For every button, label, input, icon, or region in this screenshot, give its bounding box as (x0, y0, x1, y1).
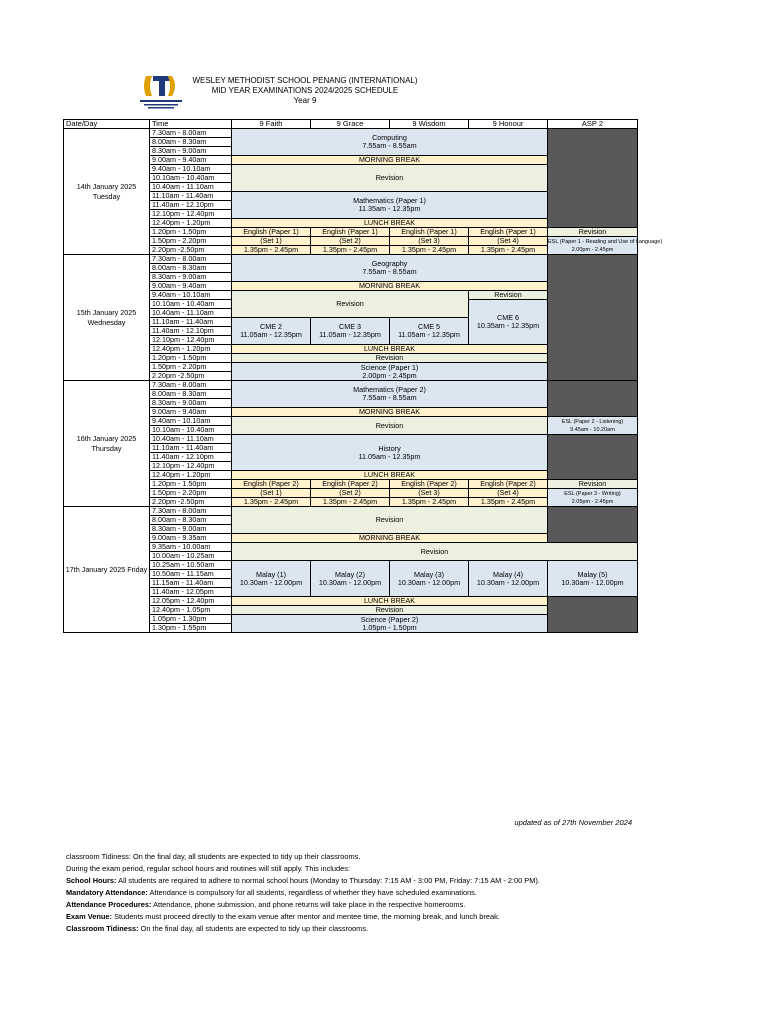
exam-time: 10.30am - 12.00pm (561, 577, 624, 587)
note-text: On the final day, all students are expected to tidy up their classrooms. (138, 924, 369, 933)
exam-time: 2.00pm - 2.45pm (362, 370, 417, 380)
exam-time-cell: 1.35pm - 2.45pm (232, 246, 311, 255)
exam-time: 10.30am - 12.00pm (397, 577, 461, 587)
exam-schedule-table (63, 119, 663, 633)
header-asp-2: ASP 2 (548, 120, 638, 129)
exam-cell (548, 237, 663, 255)
time-cell: 12.05pm - 12.40pm (150, 597, 232, 606)
note-line (66, 887, 540, 899)
exam-time: 10.35am - 12.35pm (476, 321, 540, 330)
break-cell: LUNCH BREAK (232, 471, 548, 480)
year-label: Year 9 (293, 96, 317, 105)
exam-set-cell: (Set 1) (232, 489, 311, 498)
time-cell: 2.20pm -2.50pm (150, 498, 232, 507)
header-date-day: Date/Day (64, 120, 150, 129)
time-cell: 12.40pm - 1.20pm (150, 345, 232, 354)
note-text: All students are required to adhere to normal school hours (Monday to Thursday: 7:15 AM - 3:00 PM, Friday: 7:15 AM - 2:00 PM). (116, 876, 540, 885)
time-cell: 11.10am - 11.40am (150, 192, 232, 201)
exam-cell (232, 381, 548, 408)
exam-name: CME 3 (339, 322, 361, 331)
exam-cell (311, 318, 390, 345)
exam-cell (232, 561, 311, 597)
exam-name: ESL (Paper 1 - Reading and Use of Language) (548, 238, 663, 245)
note-line (66, 911, 540, 923)
day-cell: 17th January 2025 Friday (64, 507, 150, 633)
exam-time: 2.05pm - 2.45pm (571, 498, 614, 505)
exam-cell (548, 561, 638, 597)
exam-notes (66, 851, 540, 935)
time-cell: 1.20pm - 1.50pm (150, 354, 232, 363)
exam-time: 11.05am - 12.35pm (358, 451, 421, 461)
time-cell: 2.20pm -2.50pm (150, 372, 232, 381)
header-time: Time (150, 120, 232, 129)
exam-title-cell: English (Paper 1) (232, 228, 311, 237)
time-cell: 11.10am - 11.40am (150, 444, 232, 453)
time-cell: 1.20pm - 1.50pm (150, 228, 232, 237)
exam-name: Science (Paper 1) (360, 362, 419, 372)
exam-cell (232, 129, 548, 156)
break-cell: LUNCH BREAK (232, 345, 548, 354)
time-cell: 9.00am - 9.35am (150, 534, 232, 543)
break-cell: MORNING BREAK (232, 156, 548, 165)
time-cell: 11.40am - 12.10pm (150, 201, 232, 210)
exam-cell (469, 561, 548, 597)
exam-cell (232, 435, 548, 471)
exam-cell (469, 300, 548, 345)
no-exam-cell (548, 255, 638, 381)
exam-name: CME 6 (497, 313, 519, 322)
time-cell: 1.50pm - 2.20pm (150, 363, 232, 372)
exam-time: 7.55am - 8.55am (362, 393, 417, 402)
table-header-row (64, 120, 638, 129)
exam-time-cell: 1.35pm - 2.45pm (390, 246, 469, 255)
time-cell: 10.40am - 11.10am (150, 309, 232, 318)
day-cell: 16th January 2025 Thursday (64, 381, 150, 507)
exam-title-cell: English (Paper 1) (390, 228, 469, 237)
no-exam-cell (548, 129, 638, 228)
exam-title-cell: English (Paper 2) (469, 480, 548, 489)
updated-note: updated as of 27th November 2024 (514, 818, 632, 827)
exam-name: Mathematics (Paper 2) (353, 385, 426, 394)
exam-time: 7.55am - 8.55am (362, 141, 417, 150)
exam-name: Computing (372, 133, 407, 142)
revision-cell: Revision (232, 543, 638, 561)
exam-time: 11.35am - 12.35pm (358, 204, 421, 213)
time-cell: 12.40pm - 1.05pm (150, 606, 232, 615)
exam-cell (548, 417, 638, 435)
exam-title-cell: English (Paper 2) (390, 480, 469, 489)
exam-name: CME 5 (418, 322, 440, 331)
no-exam-cell (548, 597, 638, 633)
time-cell: 1.50pm - 2.20pm (150, 489, 232, 498)
time-cell: 12.40pm - 1.20pm (150, 219, 232, 228)
time-cell: 10.40am - 11.10am (150, 183, 232, 192)
exam-name: ESL (Paper 3 - Writing) (564, 490, 621, 497)
time-cell: 9.40am - 10.10am (150, 417, 232, 426)
exam-time-cell: 1.35pm - 2.45pm (469, 498, 548, 507)
revision-cell: Revision (232, 417, 548, 435)
exam-name: Mathematics (Paper 1) (353, 196, 426, 205)
revision-cell: Revision (232, 165, 548, 192)
exam-cell (232, 318, 311, 345)
time-cell: 12.10pm - 12.40pm (150, 210, 232, 219)
time-cell: 12.10pm - 12.40pm (150, 462, 232, 471)
note-label: Exam Venue: (66, 912, 113, 921)
time-cell: 11.40am - 12.10pm (150, 327, 232, 336)
break-cell: LUNCH BREAK (232, 597, 548, 606)
time-cell: 10.25am - 10.50am (150, 561, 232, 570)
no-exam-cell (548, 381, 638, 417)
exam-name: ESL (Paper 2 - Listening) (561, 418, 624, 425)
time-cell: 11.40am - 12.10pm (150, 453, 232, 462)
time-cell: 8.30am - 9.00am (150, 273, 232, 282)
exam-time-cell: 1.35pm - 2.45pm (311, 246, 390, 255)
time-cell: 10.40am - 11.10am (150, 435, 232, 444)
header-9-faith: 9 Faith (232, 120, 311, 129)
time-cell: 7.30am - 8.00am (150, 129, 232, 138)
time-cell: 9.35am - 10.00am (150, 543, 232, 552)
revision-cell: Revision (232, 354, 548, 363)
note-line: During the exam period, regular school hours and routines will still apply. This includes: (66, 864, 350, 873)
exam-time-cell: 1.35pm - 2.45pm (311, 498, 390, 507)
document-header (160, 76, 450, 106)
exam-set-cell: (Set 3) (390, 237, 469, 246)
exam-cell (232, 363, 548, 381)
header-9-wisdom: 9 Wisdom (390, 120, 469, 129)
note-label: Mandatory Attendance: (66, 888, 148, 897)
time-cell: 7.30am - 8.00am (150, 255, 232, 264)
exam-title-cell: English (Paper 1) (469, 228, 548, 237)
exam-title-cell: English (Paper 1) (311, 228, 390, 237)
exam-cell (232, 255, 548, 282)
exam-name: Science (Paper 2) (360, 614, 419, 624)
time-cell: 8.30am - 9.00am (150, 147, 232, 156)
exam-time: 11.05am - 12.35pm (398, 330, 460, 339)
exam-set-cell: (Set 2) (311, 237, 390, 246)
exam-set-cell: (Set 4) (469, 489, 548, 498)
revision-cell: Revision (469, 291, 548, 300)
header-9-grace: 9 Grace (311, 120, 390, 129)
exam-title-cell: English (Paper 2) (232, 480, 311, 489)
exam-time-cell: 1.35pm - 2.45pm (469, 246, 548, 255)
break-cell: MORNING BREAK (232, 408, 548, 417)
exam-set-cell: (Set 1) (232, 237, 311, 246)
time-cell: 9.40am - 10.10am (150, 291, 232, 300)
time-cell: 11.40am - 12.05pm (150, 588, 232, 597)
exam-cell (232, 615, 548, 633)
day-cell: 14th January 2025 Tuesday (64, 129, 150, 255)
exam-time: 10.30am - 12.00pm (318, 577, 382, 587)
note-text: Attendance is compulsory for all students, regardless of whether they have scheduled examinations. (147, 888, 477, 897)
exam-time: 10.30am - 12.00pm (239, 577, 303, 587)
time-cell: 1.30pm - 1.55pm (150, 624, 232, 633)
note-text: Attendance, phone submission, and phone returns will take place in the respective homerooms. (151, 900, 466, 909)
time-cell: 7.30am - 8.00am (150, 381, 232, 390)
exam-name: Malay (3) (414, 569, 444, 579)
time-cell: 8.00am - 8.30am (150, 264, 232, 273)
exam-set-cell: (Set 4) (469, 237, 548, 246)
time-cell: 10.50am - 11.15am (150, 570, 232, 579)
time-cell: 9.40am - 10.10am (150, 165, 232, 174)
time-cell: 9.00am - 9.40am (150, 156, 232, 165)
time-cell: 1.20pm - 1.50pm (150, 480, 232, 489)
exam-cell (390, 318, 469, 345)
day-cell: 15th January 2025 Wednesday (64, 255, 150, 381)
exam-name: Malay (5) (577, 569, 608, 579)
time-cell: 7.30am - 8.00am (150, 507, 232, 516)
revision-cell: Revision (232, 291, 469, 318)
exam-set-cell: (Set 3) (390, 489, 469, 498)
exam-time: 11.05am - 12.35pm (240, 330, 302, 339)
note-line (66, 899, 540, 911)
time-cell: 1.50pm - 2.20pm (150, 237, 232, 246)
exam-time: 1.05pm - 1.50pm (362, 622, 417, 632)
exam-name: History (378, 443, 401, 453)
school-name: WESLEY METHODIST SCHOOL PENANG (INTERNATIONAL) (192, 76, 418, 85)
time-cell: 8.00am - 8.30am (150, 516, 232, 525)
exam-cell (232, 192, 548, 219)
time-cell: 10.10am - 10.40am (150, 174, 232, 183)
exam-name: Malay (2) (335, 569, 365, 579)
no-exam-cell (548, 507, 638, 543)
revision-cell: Revision (232, 606, 548, 615)
exam-name: Malay (1) (256, 569, 286, 579)
exam-time-cell: 1.35pm - 2.45pm (390, 498, 469, 507)
note-label: Classroom Tidiness: (66, 924, 139, 933)
note-line (66, 923, 540, 935)
exam-title-cell: English (Paper 2) (311, 480, 390, 489)
revision-cell: Revision (232, 507, 548, 534)
revision-cell: Revision (548, 228, 638, 237)
time-cell: 12.10pm - 12.40pm (150, 336, 232, 345)
time-cell: 8.30am - 9.00am (150, 399, 232, 408)
revision-cell: Revision (548, 480, 638, 489)
time-cell: 8.00am - 8.30am (150, 138, 232, 147)
schedule-title: MID YEAR EXAMINATIONS 2024/2025 SCHEDULE (211, 86, 399, 95)
time-cell: 8.00am - 8.30am (150, 390, 232, 399)
note-text: Students must proceed directly to the exam venue after mentor and mentee time, the morning break, and lunch break. (112, 912, 500, 921)
exam-cell (390, 561, 469, 597)
time-cell: 9.00am - 9.40am (150, 282, 232, 291)
exam-time-cell: 1.35pm - 2.45pm (232, 498, 311, 507)
exam-time: 9.45am - 10.20am (570, 426, 615, 433)
time-cell: 10.00am - 10.25am (150, 552, 232, 561)
note-label: Attendance Procedures: (66, 900, 152, 909)
time-cell: 2.20pm -2.50pm (150, 246, 232, 255)
time-cell: 10.10am - 10.40am (150, 426, 232, 435)
time-cell: 9.00am - 9.40am (150, 408, 232, 417)
exam-name: Malay (4) (493, 569, 523, 579)
note-line: classroom Tidiness: On the final day, all students are expected to tidy up their classrooms. (66, 852, 361, 861)
time-cell: 11.10am - 11.40am (150, 318, 232, 327)
exam-time: 11.05am - 12.35pm (319, 330, 381, 339)
break-cell: MORNING BREAK (232, 282, 548, 291)
exam-name: Geography (371, 259, 408, 268)
note-line (66, 875, 540, 887)
time-cell: 10.10am - 10.40am (150, 300, 232, 309)
exam-cell (311, 561, 390, 597)
no-exam-cell (548, 435, 638, 480)
exam-time: 7.55am - 8.55am (362, 267, 417, 276)
exam-name: CME 2 (260, 322, 282, 331)
exam-time: 10.30am - 12.00pm (476, 577, 540, 587)
break-cell: MORNING BREAK (232, 534, 548, 543)
note-label: School Hours: (66, 876, 117, 885)
exam-set-cell: (Set 2) (311, 489, 390, 498)
break-cell: LUNCH BREAK (232, 219, 548, 228)
header-9-honour: 9 Honour (469, 120, 548, 129)
time-cell: 12.40pm - 1.20pm (150, 471, 232, 480)
time-cell: 1.05pm - 1.30pm (150, 615, 232, 624)
time-cell: 11.15am - 11.40am (150, 579, 232, 588)
time-cell: 8.30am - 9.00am (150, 525, 232, 534)
exam-cell (548, 489, 638, 507)
exam-time: 2.00pm - 2.45pm (571, 246, 614, 253)
